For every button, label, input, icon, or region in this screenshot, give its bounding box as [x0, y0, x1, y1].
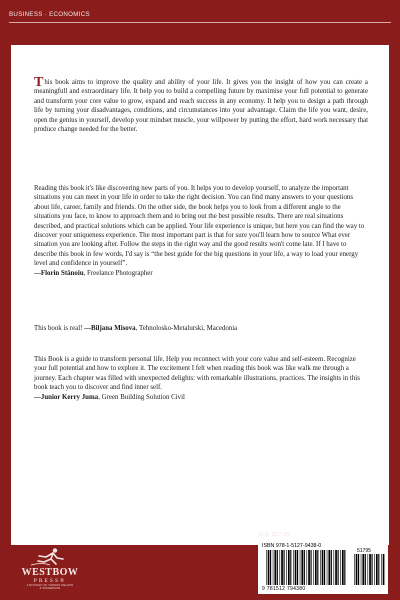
endorsement-author: —Florin Stănoiu: [34, 269, 84, 277]
publisher-press: PRESS®: [33, 578, 67, 584]
isbn-supplement: 51795: [357, 548, 371, 554]
category-label: BUSINESS · ECONOMICS: [9, 11, 90, 18]
endorsement-role: , Green Building Solution Civil: [98, 393, 185, 401]
endorsement-text: Reading this book it's like discovering new parts of you. It helps you to develop yourself, to analyze the important situations you can meet in your life in order to take the right decision. You can find many answers to your questions about life, career, family and friends. On the other side, the book helps you to look from a different angle to the situations you face, to know to approach them and to bring out the best possible results. There are real situations described, and practical solutions which can be applied. Your life experience is unique, but here you can find the way to discover your uniqueness experience. The most important part is that for sure you'll learn how to source What ever situation you are looking after. Follow the steps in the right way and the good results won't come late. If I have to describe this book in few words, I'd say is “the best guide for the big questions in your life, a way to load your energy level and confidence in yourself”.: [34, 185, 365, 268]
publisher-logo: [8, 547, 92, 597]
endorsement-author: —Junior Kerry Juma: [34, 393, 99, 401]
isbn-digits: 9 781512 794380: [262, 586, 306, 592]
endorsement-3: [34, 355, 368, 402]
endorsement-role: , Freelance Photographer: [83, 269, 153, 277]
publisher-division-2: & ZONDERVAN: [39, 587, 61, 590]
intro-paragraph: [34, 75, 368, 135]
drop-cap: T: [34, 75, 44, 90]
price-label: U.S. $17.95: [259, 532, 290, 538]
isbn-label: ISBN 978-1-5127-9438-0: [262, 543, 322, 549]
endorsement-role: , Tehnolosko-Metalurski, Macedonia: [135, 325, 238, 332]
westbow-runner-logo-icon: [30, 547, 70, 567]
endorsement-1: [34, 184, 368, 278]
isbn-barcode: [258, 541, 388, 594]
endorsement-text: This book is real!: [34, 325, 85, 332]
publisher-division-1: A DIVISION OF THOMAS NELSON: [26, 584, 74, 587]
endorsement-2: [34, 324, 368, 333]
intro-text: his book aims to improve the quality and ability of your life. It gives you the insight of how you can create a meaningfull and extraordinary life. It help you to build a compelling future by maximise your full potential to generate and transform your core value to grow, expand and reach success in any economy. It help you to design a path through life by turning your disadvantages, conditions, and circumstances into your advantage. Claim the life you want, desire, open the genius in yourself, develop your mindset muscle, your willpower by putting the effort, hard work necessary that produce change needed for the better.: [34, 79, 368, 134]
category-divider: [9, 22, 391, 23]
endorsement-text: This Book is a guide to transform personal life. Help you reconnect with your core value and self-esteem. Recognize your full potential and how to explore it. The excitement I felt when reading this book was like walk me through a journey. Each chapter was filled with unexpected delights: with remarkable illustrations, practices. The insights in this book teach you to discover and find inner self.: [34, 356, 360, 392]
endorsement-author: —Biljana Misova: [84, 325, 136, 332]
publisher-name: WESTBOW: [21, 567, 79, 578]
